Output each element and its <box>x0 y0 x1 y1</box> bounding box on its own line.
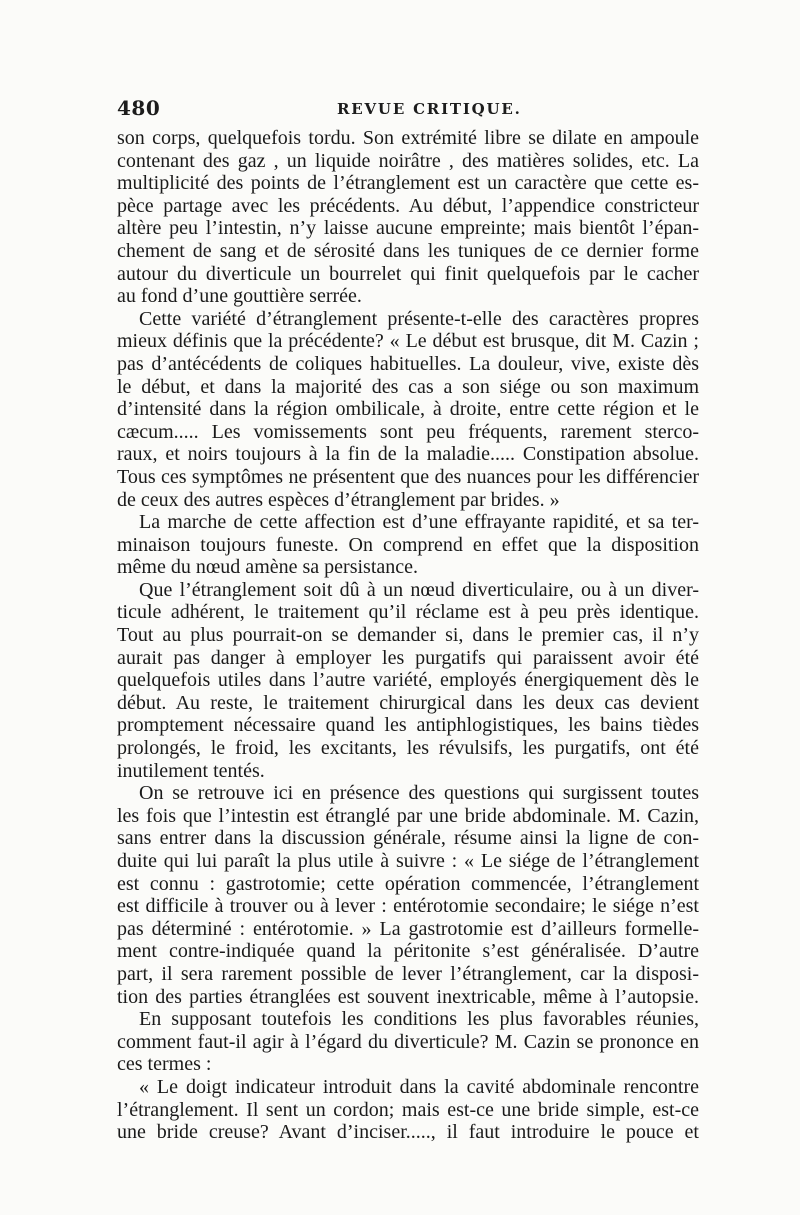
text-line: contenant des gaz , un liquide noirâtre , des matières solides, etc. La <box>117 149 699 172</box>
running-title: REVUE CRITIQUE. <box>337 100 522 118</box>
text-line: altère peu l’intestin, n’y laisse aucune empreinte; mais bientôt l’épan- <box>117 217 699 240</box>
page-number: 480 <box>117 96 161 120</box>
text-line: ment contre-indiquée quand la péritonite s’est généralisée. D’autre <box>117 940 699 963</box>
text-line: ticule adhérent, le traitement qu’il réclame est à peu près identique. <box>117 601 699 624</box>
text-line: le début, et dans la majorité des cas a son siége ou son maximum <box>117 375 699 398</box>
text-line: pèce partage avec les précédents. Au début, l’appendice constricteur <box>117 194 699 217</box>
text-line: son corps, quelquefois tordu. Son extrémité libre se dilate en ampoule <box>117 127 699 149</box>
text-line: sans entrer dans la discussion générale, résume ainsi la ligne de con- <box>117 827 699 850</box>
text-line: les fois que l’intestin est étranglé par une bride abdominale. M. Cazin, <box>117 804 699 827</box>
text-line: part, il sera rarement possible de lever l’étranglement, car la disposi- <box>117 962 699 985</box>
text-line: même du nœud amène sa persistance. <box>117 556 419 579</box>
text-line: d’intensité dans la région ombilicale, à droite, entre cette région et le <box>117 398 699 421</box>
text-line: pas d’antécédents de coliques habituelles. La douleur, vive, existe dès <box>117 352 699 375</box>
text-line: l’étranglement. Il sent un cordon; mais est-ce une bride simple, est-ce <box>117 1098 699 1121</box>
text-line: La marche de cette affection est d’une effrayante rapidité, et sa ter- <box>139 511 699 534</box>
text-line: ces termes : <box>117 1053 212 1076</box>
text-line: Tous ces symptômes ne présentent que des nuances pour les différencier <box>117 465 699 488</box>
text-line: raux, et noirs toujours à la fin de la maladie..... Constipation absolue. <box>117 443 699 466</box>
text-line: prolongés, le froid, les excitants, les révulsifs, les purgatifs, ont été <box>117 737 699 760</box>
text-line: cæcum..... Les vomissements sont peu fréquents, rarement sterco- <box>117 420 699 443</box>
page-header <box>117 96 697 124</box>
text-line: pas déterminé : entérotomie. » La gastrotomie est d’ailleurs formelle- <box>117 917 699 940</box>
text-line: une bride creuse? Avant d’inciser....., il faut introduire le pouce et <box>117 1121 699 1144</box>
text-line: début. Au reste, le traitement chirurgical dans les deux cas devient <box>117 691 699 714</box>
text-line: est connu : gastrotomie; cette opération commencée, l’étranglement <box>117 872 699 895</box>
text-line: autour du diverticule un bourrelet qui finit quelquefois par le cacher <box>117 262 699 285</box>
text-line: quelquefois utiles dans l’autre variété, employés énergiquement dès le <box>117 669 699 692</box>
text-line: Cette variété d’étranglement présente-t-elle des caractères propres <box>139 307 699 330</box>
body-text <box>117 127 699 1144</box>
text-line: aurait pas danger à employer les purgatifs qui paraissent avoir été <box>117 646 699 669</box>
text-line: duite qui lui paraît la plus utile à suivre : « Le siége de l’étranglement <box>117 850 699 872</box>
text-line: On se retrouve ici en présence des questions qui surgissent toutes <box>139 782 699 805</box>
text-line: inutilement tentés. <box>117 759 265 782</box>
text-line: de ceux des autres espèces d’étranglement par brides. » <box>117 488 560 511</box>
text-line: chement de sang et de sérosité dans les tuniques de ce dernier forme <box>117 239 699 262</box>
text-line: « Le doigt indicateur introduit dans la cavité abdominale rencontre <box>139 1075 699 1098</box>
text-line: comment faut-il agir à l’égard du diverticule? M. Cazin se prononce en <box>117 1030 699 1053</box>
text-line: En supposant toutefois les conditions les plus favorables réunies, <box>139 1008 699 1031</box>
text-line: Tout au plus pourrait-on se demander si, dans le premier cas, il n’y <box>117 624 699 647</box>
text-line: multiplicité des points de l’étranglement est un caractère que cette es- <box>117 172 699 195</box>
text-line: promptement nécessaire quand les antiphlogistiques, les bains tièdes <box>117 714 699 737</box>
text-line: Que l’étranglement soit dû à un nœud diverticulaire, ou à un diver- <box>139 578 699 601</box>
text-line: est difficile à trouver ou à lever : entérotomie secondaire; le siége n’est <box>117 895 699 918</box>
text-line: minaison toujours funeste. On comprend en effet que la disposition <box>117 533 699 556</box>
text-line: mieux définis que la précédente? « Le début est brusque, dit M. Cazin ; <box>117 330 699 353</box>
text-line: au fond d’une gouttière serrée. <box>117 285 362 308</box>
text-line: tion des parties étranglées est souvent inextricable, même à l’autopsie. <box>117 985 699 1008</box>
